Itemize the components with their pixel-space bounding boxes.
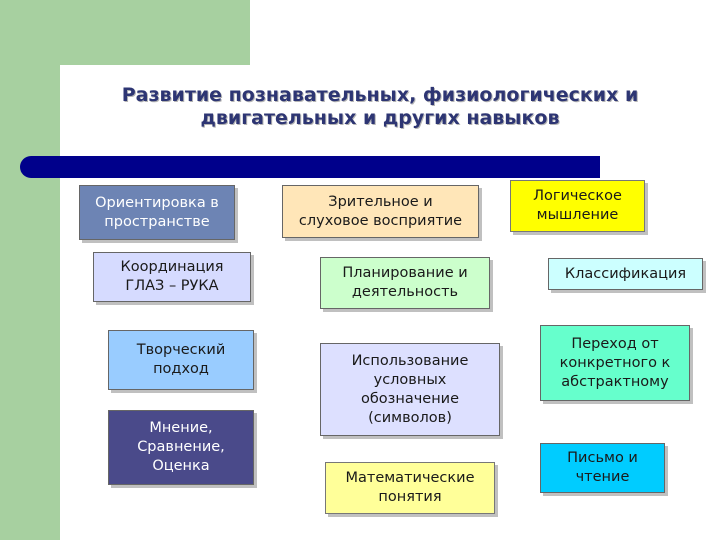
- slide-title: [80, 84, 680, 130]
- title-line-1: Развитие познавательных, физиологических и: [121, 84, 639, 106]
- box-symbols: Использование условных обозначение (символов): [320, 343, 500, 436]
- title-divider: [20, 156, 600, 178]
- box-coordination: Координация ГЛАЗ – РУКА: [93, 252, 251, 302]
- box-creative-approach: Творческий подход: [108, 330, 254, 390]
- box-classification: Классификация: [548, 258, 703, 290]
- box-concrete-to-abstract: Переход от конкретного к абстрактному: [540, 325, 690, 401]
- box-planning: Планирование и деятельность: [320, 257, 490, 309]
- box-logical-thinking: Логическое мышление: [510, 180, 645, 232]
- box-writing-reading: Письмо и чтение: [540, 443, 665, 493]
- box-opinion-comparison: Мнение, Сравнение, Оценка: [108, 410, 254, 485]
- box-orientation: Ориентировка в пространстве: [79, 185, 235, 240]
- title-line-2: двигательных и других навыков: [200, 107, 560, 129]
- box-perception: Зрительное и слуховое восприятие: [282, 185, 479, 238]
- divider-bar: [31, 156, 600, 178]
- box-math-concepts: Математические понятия: [325, 462, 495, 514]
- decor-green-left: [0, 0, 60, 540]
